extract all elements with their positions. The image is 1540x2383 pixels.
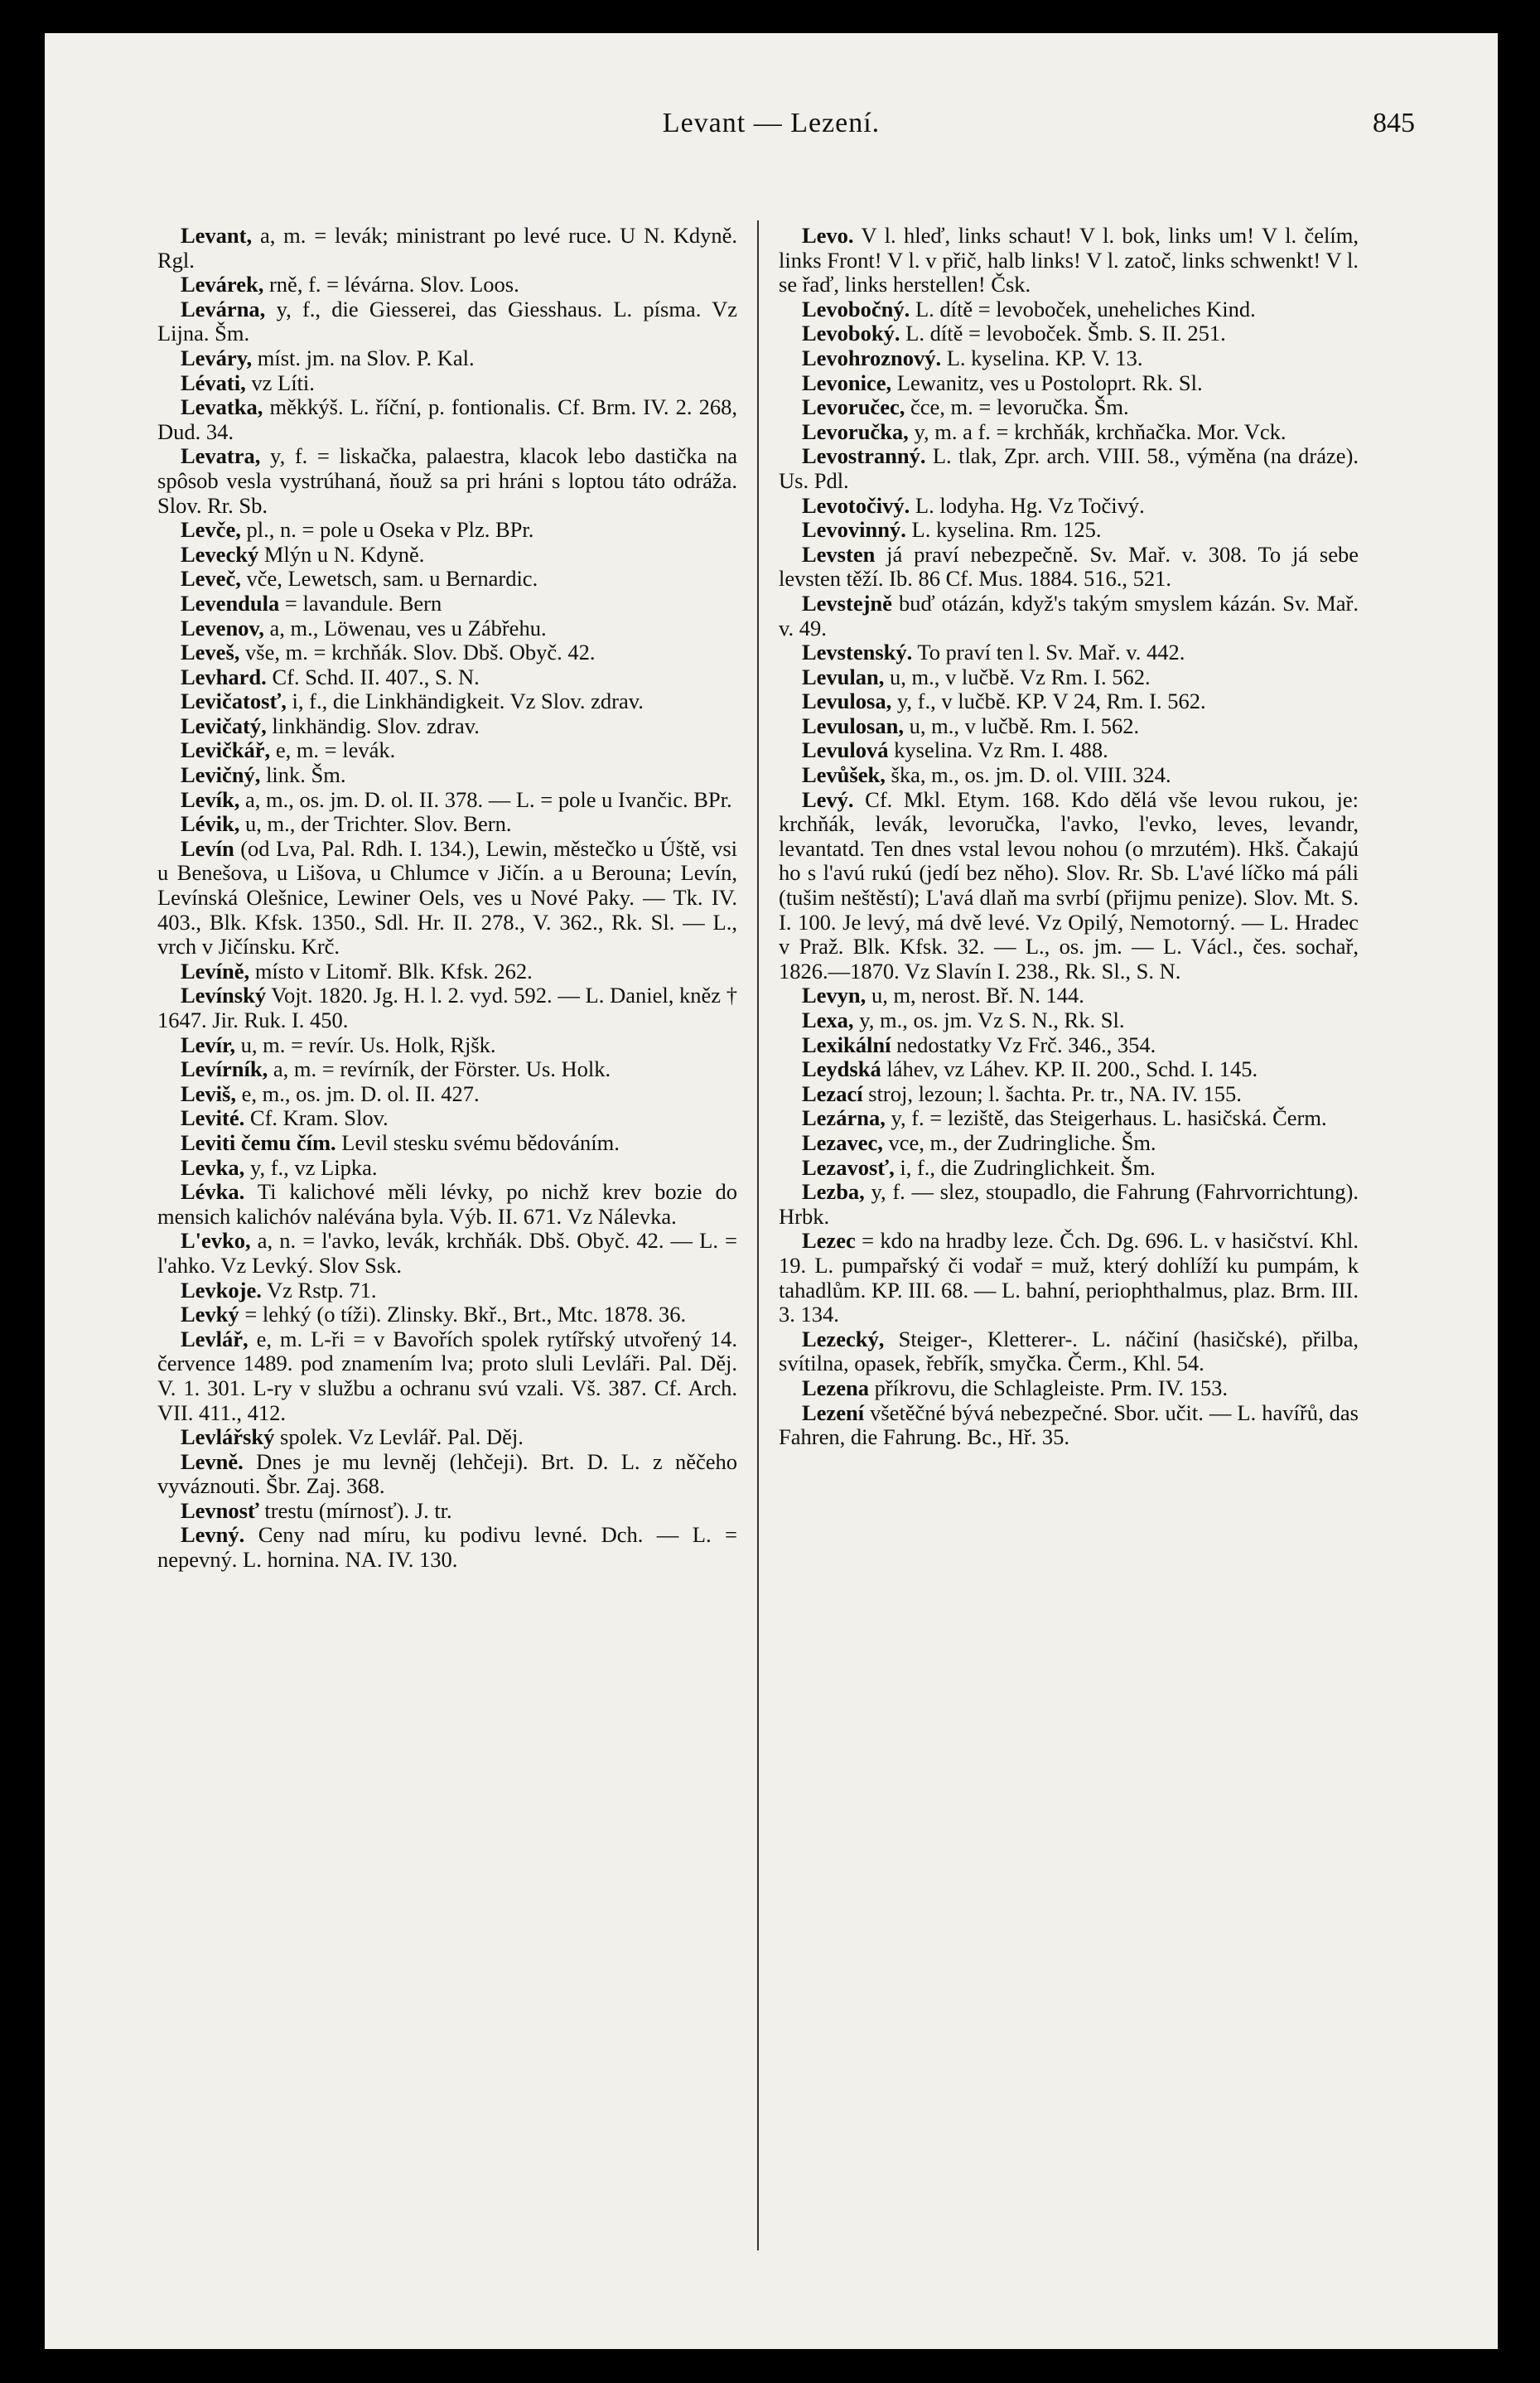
dictionary-entry	[157, 616, 737, 641]
entry-text: e, m. = levák.	[270, 737, 396, 763]
entry-text: Cf. Kram. Slov.	[244, 1105, 389, 1131]
entry-headword: Lévka.	[181, 1179, 245, 1205]
entry-headword: Lévik,	[181, 811, 240, 837]
dictionary-entry	[157, 1499, 737, 1524]
entry-text: a, n. = l'avko, levák, krchňák. Dbš. Obyč. 42. — L. = l'ahko. Vz Levký. Slov Ssk.	[157, 1228, 737, 1278]
page-number: 845	[1373, 108, 1415, 138]
dictionary-entry	[157, 689, 737, 714]
entry-headword: Levant,	[181, 223, 253, 248]
entry-text: měkkýš. L. říční, p. fontionalis. Cf. Brm. IV. 2. 268, Dud. 34.	[157, 394, 737, 444]
entry-text: L. tlak, Zpr. arch. VIII. 58., výměna (na dráze). Us. Pdl.	[779, 443, 1359, 493]
entry-text: e, m., os. jm. D. ol. II. 427.	[236, 1080, 480, 1106]
entry-text: a, m. = levák; ministrant po levé ruce. U N. Kdyně. Rgl.	[157, 223, 737, 273]
entry-headword: Levo.	[802, 223, 854, 248]
entry-text: L. kyselina. Rm. 125.	[905, 517, 1102, 543]
entry-headword: Levárna,	[181, 296, 266, 321]
entry-headword: Levulan,	[802, 664, 885, 689]
page-header	[45, 108, 1498, 157]
entry-text: = lavandule. Bern	[279, 590, 442, 616]
entry-headword: Levlářský	[181, 1424, 275, 1450]
dictionary-entry	[779, 543, 1359, 592]
entry-text: To praví ten l. Sv. Mař. v. 442.	[912, 640, 1185, 665]
entry-text: já praví nebezpečně. Sv. Mař. v. 308. To já sebe levsten těží. Ib. 86 Cf. Mus. 1884. 516., 521.	[779, 541, 1359, 592]
dictionary-entry	[157, 665, 737, 690]
dictionary-entry	[157, 1303, 737, 1327]
entry-text: láhev, vz Láhev. KP. II. 200., Schd. I. 145.	[881, 1056, 1258, 1082]
entry-text: příkrovu, die Schlagleiste. Prm. IV. 153.	[868, 1375, 1228, 1400]
entry-text: rně, f. = lévárna. Slov. Loos.	[263, 272, 519, 297]
dictionary-page	[45, 33, 1498, 2349]
entry-headword: Levínský	[181, 983, 267, 1008]
dictionary-entry	[779, 346, 1359, 371]
dictionary-entry	[157, 1450, 737, 1499]
dictionary-entry	[157, 1057, 737, 1082]
entry-text: y, m. a f. = krchňák, krchňačka. Mor. Vck.	[908, 418, 1287, 444]
dictionary-entry	[779, 763, 1359, 788]
entry-text: čce, m. = levoručka. Šm.	[905, 394, 1129, 420]
entry-headword: Lezavosť,	[802, 1154, 895, 1180]
dictionary-entry	[779, 984, 1359, 1008]
entry-headword: Lezecký,	[802, 1326, 885, 1351]
entry-text: a, m., Löwenau, ves u Zábřehu.	[263, 615, 547, 640]
dictionary-entry	[157, 1229, 737, 1278]
entry-headword: Levecký	[181, 541, 259, 567]
dictionary-entry	[157, 1180, 737, 1229]
dictionary-entry	[157, 224, 737, 273]
entry-headword: Levičatý,	[181, 713, 267, 738]
entry-headword: Levík,	[181, 786, 240, 812]
entry-text: u, m, nerost. Bř. N. 144.	[866, 983, 1084, 1008]
dictionary-entry	[779, 395, 1359, 420]
dictionary-entry	[157, 1425, 737, 1450]
entry-headword: Lezena	[802, 1375, 869, 1400]
dictionary-entry	[779, 224, 1359, 297]
entry-text: spolek. Vz Levlář. Pal. Děj.	[274, 1424, 524, 1450]
entry-text: Mlýn u N. Kdyně.	[258, 541, 425, 567]
dictionary-entry	[779, 444, 1359, 493]
entry-text: u, m. = revír. Us. Holk, Rjšk.	[235, 1032, 496, 1057]
entry-text: vce, m., der Zudringliche. Šm.	[882, 1129, 1156, 1155]
dictionary-entry	[157, 273, 737, 297]
dictionary-entry	[157, 395, 737, 444]
entry-headword: Levendula	[181, 590, 280, 616]
entry-headword: Levité.	[181, 1105, 245, 1131]
entry-headword: Levstejně	[802, 590, 892, 616]
dictionary-entry	[157, 1279, 737, 1303]
entry-text: e, m. L-ři = v Bavořích spolek rytířský utvořený 14. července 1489. pod znamením lva; proto sluli Levláři. Pal. Děj. V. 1. 301. L-ry v službu a ochranu svú vzali. Vš. 387. Cf. Arch. VII. 411., 412.	[157, 1326, 737, 1425]
entry-headword: Levín	[181, 835, 234, 861]
entry-headword: Levoručka,	[802, 418, 909, 444]
entry-text: y, f. — slez, stoupadlo, die Fahrung (Fahrvorrichtung). Hrbk.	[779, 1179, 1359, 1229]
entry-headword: Leydská	[802, 1056, 881, 1082]
dictionary-entry	[779, 592, 1359, 640]
dictionary-entry	[157, 518, 737, 543]
dictionary-entry	[779, 738, 1359, 763]
right-column	[779, 224, 1359, 1450]
entry-text: Steiger-, Kletterer-. L. náčiní (hasičské), přilba, svítilna, opasek, řebřík, smyčka. Čerm., Khl. 54.	[779, 1326, 1359, 1376]
left-column	[157, 224, 737, 1573]
entry-headword: Levulová	[802, 737, 889, 763]
dictionary-entry	[779, 494, 1359, 519]
entry-headword: Lexikální	[802, 1032, 891, 1057]
dictionary-entry	[157, 763, 737, 788]
dictionary-entry	[779, 1082, 1359, 1107]
entry-headword: Levoboký.	[802, 321, 900, 346]
entry-headword: Levče,	[181, 517, 241, 543]
entry-headword: Levostranný.	[802, 443, 926, 469]
entry-text: Lewanitz, ves u Postoloprt. Rk. Sl.	[891, 370, 1203, 395]
entry-headword: Levenov,	[181, 615, 264, 640]
entry-headword: Levárek,	[181, 272, 264, 297]
dictionary-entry	[157, 444, 737, 518]
entry-headword: Levatra,	[181, 443, 261, 469]
entry-text: Vz Rstp. 71.	[261, 1277, 377, 1303]
entry-headword: Lezací	[802, 1080, 863, 1106]
entry-text: y, f., die Giesserei, das Giesshaus. L. písma. Vz Lijna. Šm.	[157, 296, 737, 346]
entry-headword: L'evko,	[181, 1228, 251, 1254]
dictionary-entry	[779, 1131, 1359, 1156]
dictionary-entry	[157, 812, 737, 837]
entry-text: trestu (mírnosť). J. tr.	[258, 1497, 452, 1523]
dictionary-entry	[779, 1033, 1359, 1058]
entry-text: y, f. = liskačka, palaestra, klacok lebo dastička na spôsob vesla vystrúhaná, ňouž sa pri hráni s loptou táto odráža. Slov. Rr. Sb.	[157, 443, 737, 518]
entry-headword: Leviti čemu čím.	[181, 1129, 336, 1155]
dictionary-entry	[157, 1327, 737, 1425]
dictionary-entry	[157, 371, 737, 396]
entry-text: = kdo na hradby leze. Čch. Dg. 696. L. v hasičství. Khl. 19. L. pumpařský či vodař = muž, který dohlíží ku pumpám, k tahadlům. KP. III. 68. — L. bahní, periophthalmus, plaz. Brm. III. 3. 134.	[779, 1228, 1359, 1327]
dictionary-entry	[779, 1156, 1359, 1181]
entry-text: u, m., v lučbě. Rm. I. 562.	[903, 713, 1140, 738]
entry-text: y, m., os. jm. Vz S. N., Rk. Sl.	[853, 1008, 1125, 1032]
dictionary-entry	[157, 1082, 737, 1107]
entry-text: V l. hleď, links schaut! V l. bok, links um! V l. čelím, links Front! V l. v přič, halb links! V l. zatoč, links schwenkt! V l. se řaď, links herstellen! Čsk.	[779, 223, 1359, 297]
entry-headword: Levulosan,	[802, 713, 904, 738]
dictionary-entry	[779, 371, 1359, 396]
entry-text: = lehký (o tíži). Zlinsky. Bkř., Brt., Mtc. 1878. 36.	[239, 1302, 687, 1327]
entry-headword: Levoručec,	[802, 394, 905, 420]
entry-text: pl., n. = pole u Oseka v Plz. BPr.	[240, 517, 534, 543]
entry-text: nedostatky Vz Frč. 346., 354.	[891, 1032, 1156, 1057]
entry-headword: Levka,	[181, 1154, 245, 1180]
dictionary-entry	[779, 1401, 1359, 1450]
entry-text: link. Šm.	[260, 762, 346, 788]
entry-headword: Levnosť	[181, 1497, 259, 1523]
entry-headword: Lezba,	[802, 1179, 865, 1205]
dictionary-entry	[157, 1131, 737, 1156]
entry-text: y, f., v lučbě. KP. V 24, Rm. I. 562.	[891, 689, 1206, 714]
column-divider	[757, 220, 759, 2250]
entry-text: y, f. = leziště, das Steigerhaus. L. hasičská. Čerm.	[885, 1105, 1327, 1131]
entry-text: linkhändig. Slov. zdrav.	[266, 713, 480, 738]
dictionary-entry	[779, 297, 1359, 322]
entry-headword: Lezení	[802, 1399, 865, 1425]
dictionary-entry	[779, 665, 1359, 690]
entry-headword: Levovinný.	[802, 517, 906, 543]
entry-headword: Levohroznový.	[802, 345, 942, 370]
entry-headword: Levičný,	[181, 762, 261, 788]
dictionary-entry	[157, 1156, 737, 1181]
dictionary-entry	[779, 1106, 1359, 1131]
entry-text: L. dítě = levoboček. Šmb. S. II. 251.	[900, 321, 1226, 346]
entry-headword: Levíně,	[181, 958, 250, 984]
entry-headword: Levný.	[181, 1522, 245, 1548]
entry-headword: Levůšek,	[802, 762, 886, 788]
entry-headword: Levatka,	[181, 394, 263, 420]
entry-text: vz Líti.	[245, 370, 315, 395]
dictionary-entry	[779, 640, 1359, 665]
dictionary-entry	[779, 788, 1359, 984]
entry-headword: Leváry,	[181, 345, 253, 370]
entry-headword: Levstenský.	[802, 640, 913, 665]
entry-headword: Levně.	[181, 1448, 244, 1474]
dictionary-entry	[157, 1033, 737, 1058]
entry-text: Dnes je mu levněj (lehčeji). Brt. D. L. z něčeho vyváznouti. Šbr. Zaj. 368.	[157, 1448, 737, 1499]
entry-text: Levil stesku svému bědováním.	[336, 1129, 620, 1155]
entry-headword: Levký	[181, 1302, 239, 1327]
entry-text: buď otázán, když's takým smyslem kázán. Sv. Mař. v. 49.	[779, 590, 1359, 640]
dictionary-entry	[157, 1106, 737, 1131]
entry-text: stroj, lezoun; l. šachta. Pr. tr., NA. IV. 155.	[862, 1080, 1242, 1106]
entry-headword: Levulosa,	[802, 689, 892, 714]
entry-text: i, f., die Linkhändigkeit. Vz Slov. zdrav.	[286, 689, 644, 714]
entry-headword: Lévati,	[181, 370, 246, 395]
entry-text: y, f., vz Lipka.	[244, 1154, 378, 1180]
entry-text: a, m. = revírník, der Förster. Us. Holk.	[268, 1056, 611, 1082]
dictionary-entry	[779, 1229, 1359, 1327]
entry-text: a, m., os. jm. D. ol. II. 378. — L. = pole u Ivančic. BPr.	[239, 786, 732, 812]
entry-text: u, m., der Trichter. Slov. Bern.	[239, 811, 512, 837]
entry-text: kyselina. Vz Rm. I. 488.	[888, 737, 1108, 763]
entry-text: místo v Litomř. Blk. Kfsk. 262.	[249, 958, 533, 984]
entry-text: L. dítě = levoboček, uneheliches Kind.	[910, 296, 1256, 321]
entry-headword: Lezavec,	[802, 1129, 883, 1155]
entry-headword: Levičatosť,	[181, 689, 287, 714]
dictionary-entry	[779, 1180, 1359, 1229]
dictionary-entry	[157, 984, 737, 1032]
entry-headword: Leviš,	[181, 1080, 236, 1106]
dictionary-entry	[779, 714, 1359, 739]
entry-headword: Leveš,	[181, 640, 240, 665]
dictionary-entry	[157, 1523, 737, 1572]
running-title: Levant — Lezení.	[662, 108, 881, 138]
entry-text: všetěčné bývá nebezpečné. Sbor. učit. — L. havířů, das Fahren, die Fahrung. Bc., Hř. 35.	[779, 1399, 1359, 1450]
entry-headword: Levyn,	[802, 983, 867, 1008]
dictionary-entry	[779, 321, 1359, 346]
entry-headword: Lezárna,	[802, 1105, 886, 1131]
dictionary-entry	[157, 788, 737, 813]
entry-headword: Levičkář,	[181, 737, 271, 763]
dictionary-entry	[157, 346, 737, 371]
entry-headword: Levý.	[802, 786, 854, 812]
entry-text: (od Lva, Pal. Rdh. I. 134.), Lewin, městečko u Úště, vsi u Benešova, u Lišova, u Chlumce v Jičín. a u Berouna; Levín, Levínská Olešnice, Lewiner Oels, ves u Nové Paky. — Tk. IV. 403., Blk. Kfsk. 1350., Sdl. Hr. II. 278., V. 362., Rk. Sl. — L., vrch v Jičínsku. Krč.	[157, 835, 737, 959]
entry-text: vše, m. = krchňák. Slov. Dbš. Obyč. 42.	[239, 640, 596, 665]
dictionary-entry	[157, 959, 737, 984]
dictionary-entry	[157, 837, 737, 959]
entry-text: Vojt. 1820. Jg. H. l. 2. vyd. 592. — L. Daniel, kněz † 1647. Jir. Ruk. I. 450.	[157, 983, 737, 1032]
entry-headword: Levhard.	[181, 664, 267, 689]
dictionary-entry	[157, 592, 737, 616]
dictionary-entry	[779, 420, 1359, 445]
dictionary-entry	[779, 1376, 1359, 1401]
entry-text: Ti kalichové měli lévky, po nichž krev bozie do mensich kalichóv nalévána byla. Výb. II. 671. Vz Nálevka.	[157, 1179, 737, 1229]
dictionary-entry	[779, 1008, 1359, 1033]
dictionary-entry	[157, 543, 737, 568]
entry-headword: Levotočivý.	[802, 492, 910, 518]
entry-headword: Levsten	[802, 541, 876, 567]
entry-text: u, m., v lučbě. Vz Rm. I. 562.	[884, 664, 1151, 689]
entry-text: L. kyselina. KP. V. 13.	[941, 345, 1143, 370]
entry-headword: Levlář,	[181, 1326, 249, 1351]
entry-headword: Leveč,	[181, 566, 241, 592]
dictionary-entry	[157, 297, 737, 346]
dictionary-entry	[779, 689, 1359, 714]
entry-text: ška, m., os. jm. D. ol. VIII. 324.	[885, 762, 1171, 788]
entry-text: vče, Lewetsch, sam. u Bernardic.	[240, 566, 538, 592]
entry-headword: Levkoje.	[181, 1277, 262, 1303]
entry-headword: Levírník,	[181, 1056, 268, 1082]
entry-headword: Lexa,	[802, 1008, 854, 1032]
entry-text: Cf. Schd. II. 407., S. N.	[266, 664, 480, 689]
dictionary-entry	[157, 640, 737, 665]
entry-text: Cf. Mkl. Etym. 168. Kdo dělá vše levou rukou, je: krchňák, levák, levoručka, l'avko, l'evko, leves, levandr, levantatd. Ten dnes vstal levou nohou (o mrzutém). Hkš. Čakajú ho s l'avú rukú (jedí bez něho). Slov. Rr. Sb. L'avé líčko má páli (tušim neštěstí); L'avá dlaň ma svrbí (přijmu penize). Slov. Mt. S. I. 100. Je levý, má dvě levé. Vz Opilý, Nemotorný. — L. Hradec v Praž. Blk. Kfsk. 32. — L., os. jm. — L. Václ., čes. sochař, 1826.—1870. Vz Slavín I. 238., Rk. Sl., S. N.	[779, 786, 1359, 984]
entry-headword: Lezec	[802, 1228, 856, 1254]
entry-text: L. lodyha. Hg. Vz Točivý.	[910, 492, 1145, 518]
entry-text: i, f., die Zudringlichkeit. Šm.	[894, 1154, 1156, 1180]
entry-headword: Levonice,	[802, 370, 892, 395]
dictionary-entry	[779, 1057, 1359, 1082]
dictionary-entry	[157, 714, 737, 739]
entry-headword: Levobočný.	[802, 296, 910, 321]
dictionary-entry	[779, 1327, 1359, 1376]
dictionary-entry	[157, 567, 737, 592]
dictionary-entry	[157, 738, 737, 763]
entry-headword: Levír,	[181, 1032, 236, 1057]
dictionary-entry	[779, 518, 1359, 543]
entry-text: Ceny nad míru, ku podivu levné. Dch. — L. = nepevný. L. hornina. NA. IV. 130.	[157, 1522, 737, 1573]
entry-text: míst. jm. na Slov. P. Kal.	[252, 345, 475, 370]
